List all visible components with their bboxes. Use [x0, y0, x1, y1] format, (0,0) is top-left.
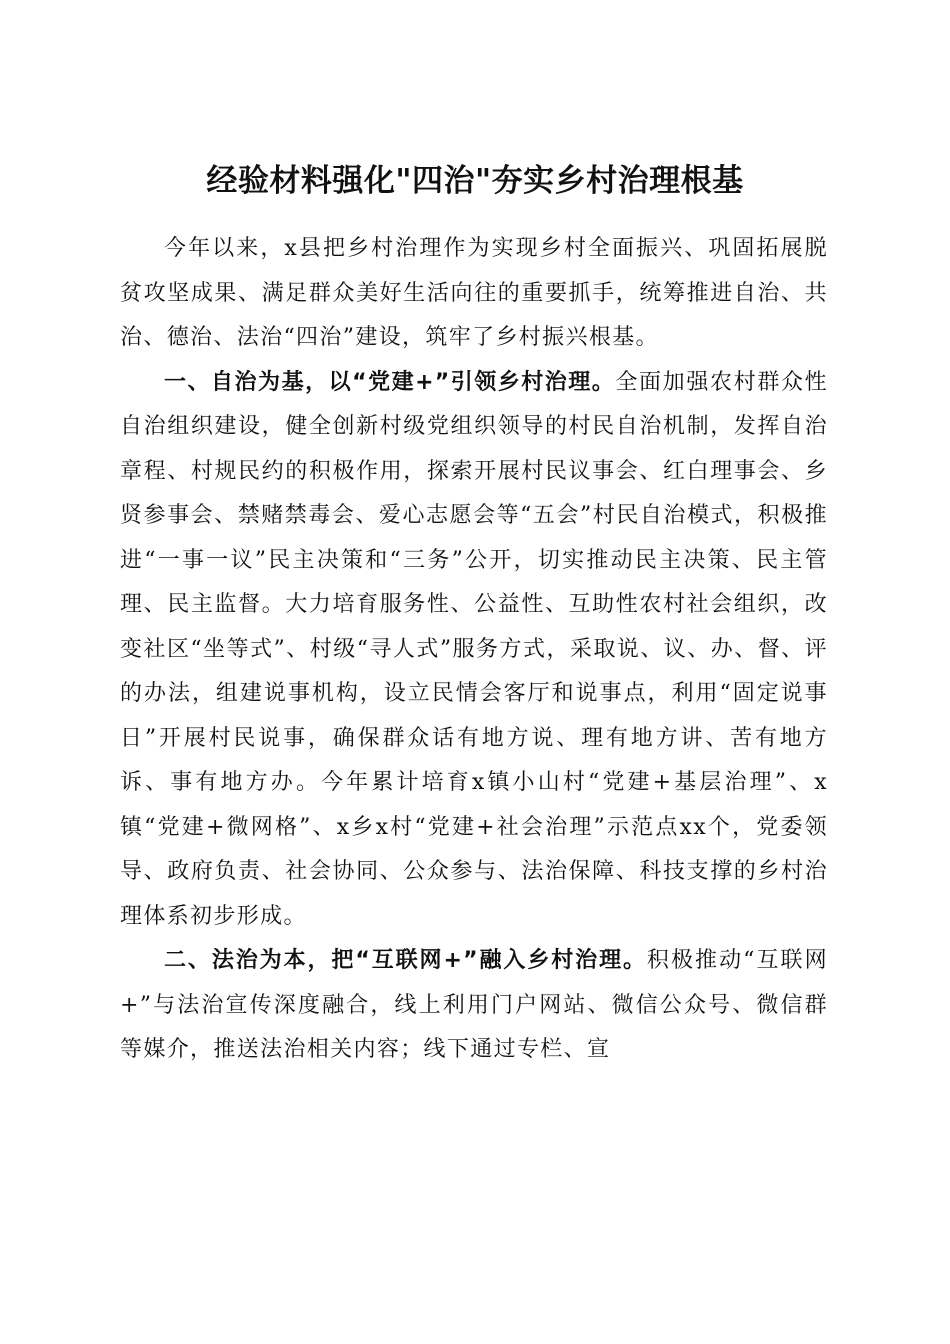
document-body: [120, 227, 828, 1073]
intro-paragraph: [120, 227, 828, 361]
section-one-heading: 一、自治为基，以“党建+”引领乡村治理。: [164, 369, 616, 395]
section-one-paragraph: [120, 361, 828, 940]
section-two-text: 积极推动“互联网+”与法治宣传深度融合，线上利用门户网站、微信公众号、微信群等媒介，推送法治相关内容；线下通过专栏、宣: [120, 948, 828, 1062]
section-two-paragraph: [120, 939, 828, 1073]
section-two-heading: 二、法治为本，把“互联网+”融入乡村治理。: [164, 948, 647, 973]
document-title: 经验材料强化"四治"夯实乡村治理根基: [206, 162, 744, 199]
section-one-text: 全面加强农村群众性自治组织建设，健全创新村级党组织领导的村民自治机制，发挥自治章程、村规民约的积极作用，探索开展村民议事会、红白理事会、乡贤参事会、禁赌禁毒会、爱心志愿会等“五会”村民自治模式，积极推进“一事一议”民主决策和“三务”公开，切实推动民主决策、民主管理、民主监督。大力培育服务性、公益性、互助性农村社会组织，改变社区“坐等式”、村级“寻人式”服务方式，采取说、议、办、督、评的办法，组建说事机构，设立民情会客厅和说事点，利用“固定说事日”开展村民说事，确保群众话有地方说、理有地方讲、苦有地方诉、事有地方办。今年累计培育x镇小山村“党建+基层治理”、x镇“党建+微网格”、x乡x村“党建+社会治理”示范点xx个，党委领导、政府负责、社会协同、公众参与、法治保障、科技支撑的乡村治理体系初步形成。: [120, 369, 828, 929]
intro-paragraph-text: 今年以来，x县把乡村治理作为实现乡村全面振兴、巩固拓展脱贫攻坚成果、满足群众美好生活向往的重要抓手，统筹推进自治、共治、德治、法治“四治”建设，筑牢了乡村振兴根基。: [120, 236, 828, 350]
